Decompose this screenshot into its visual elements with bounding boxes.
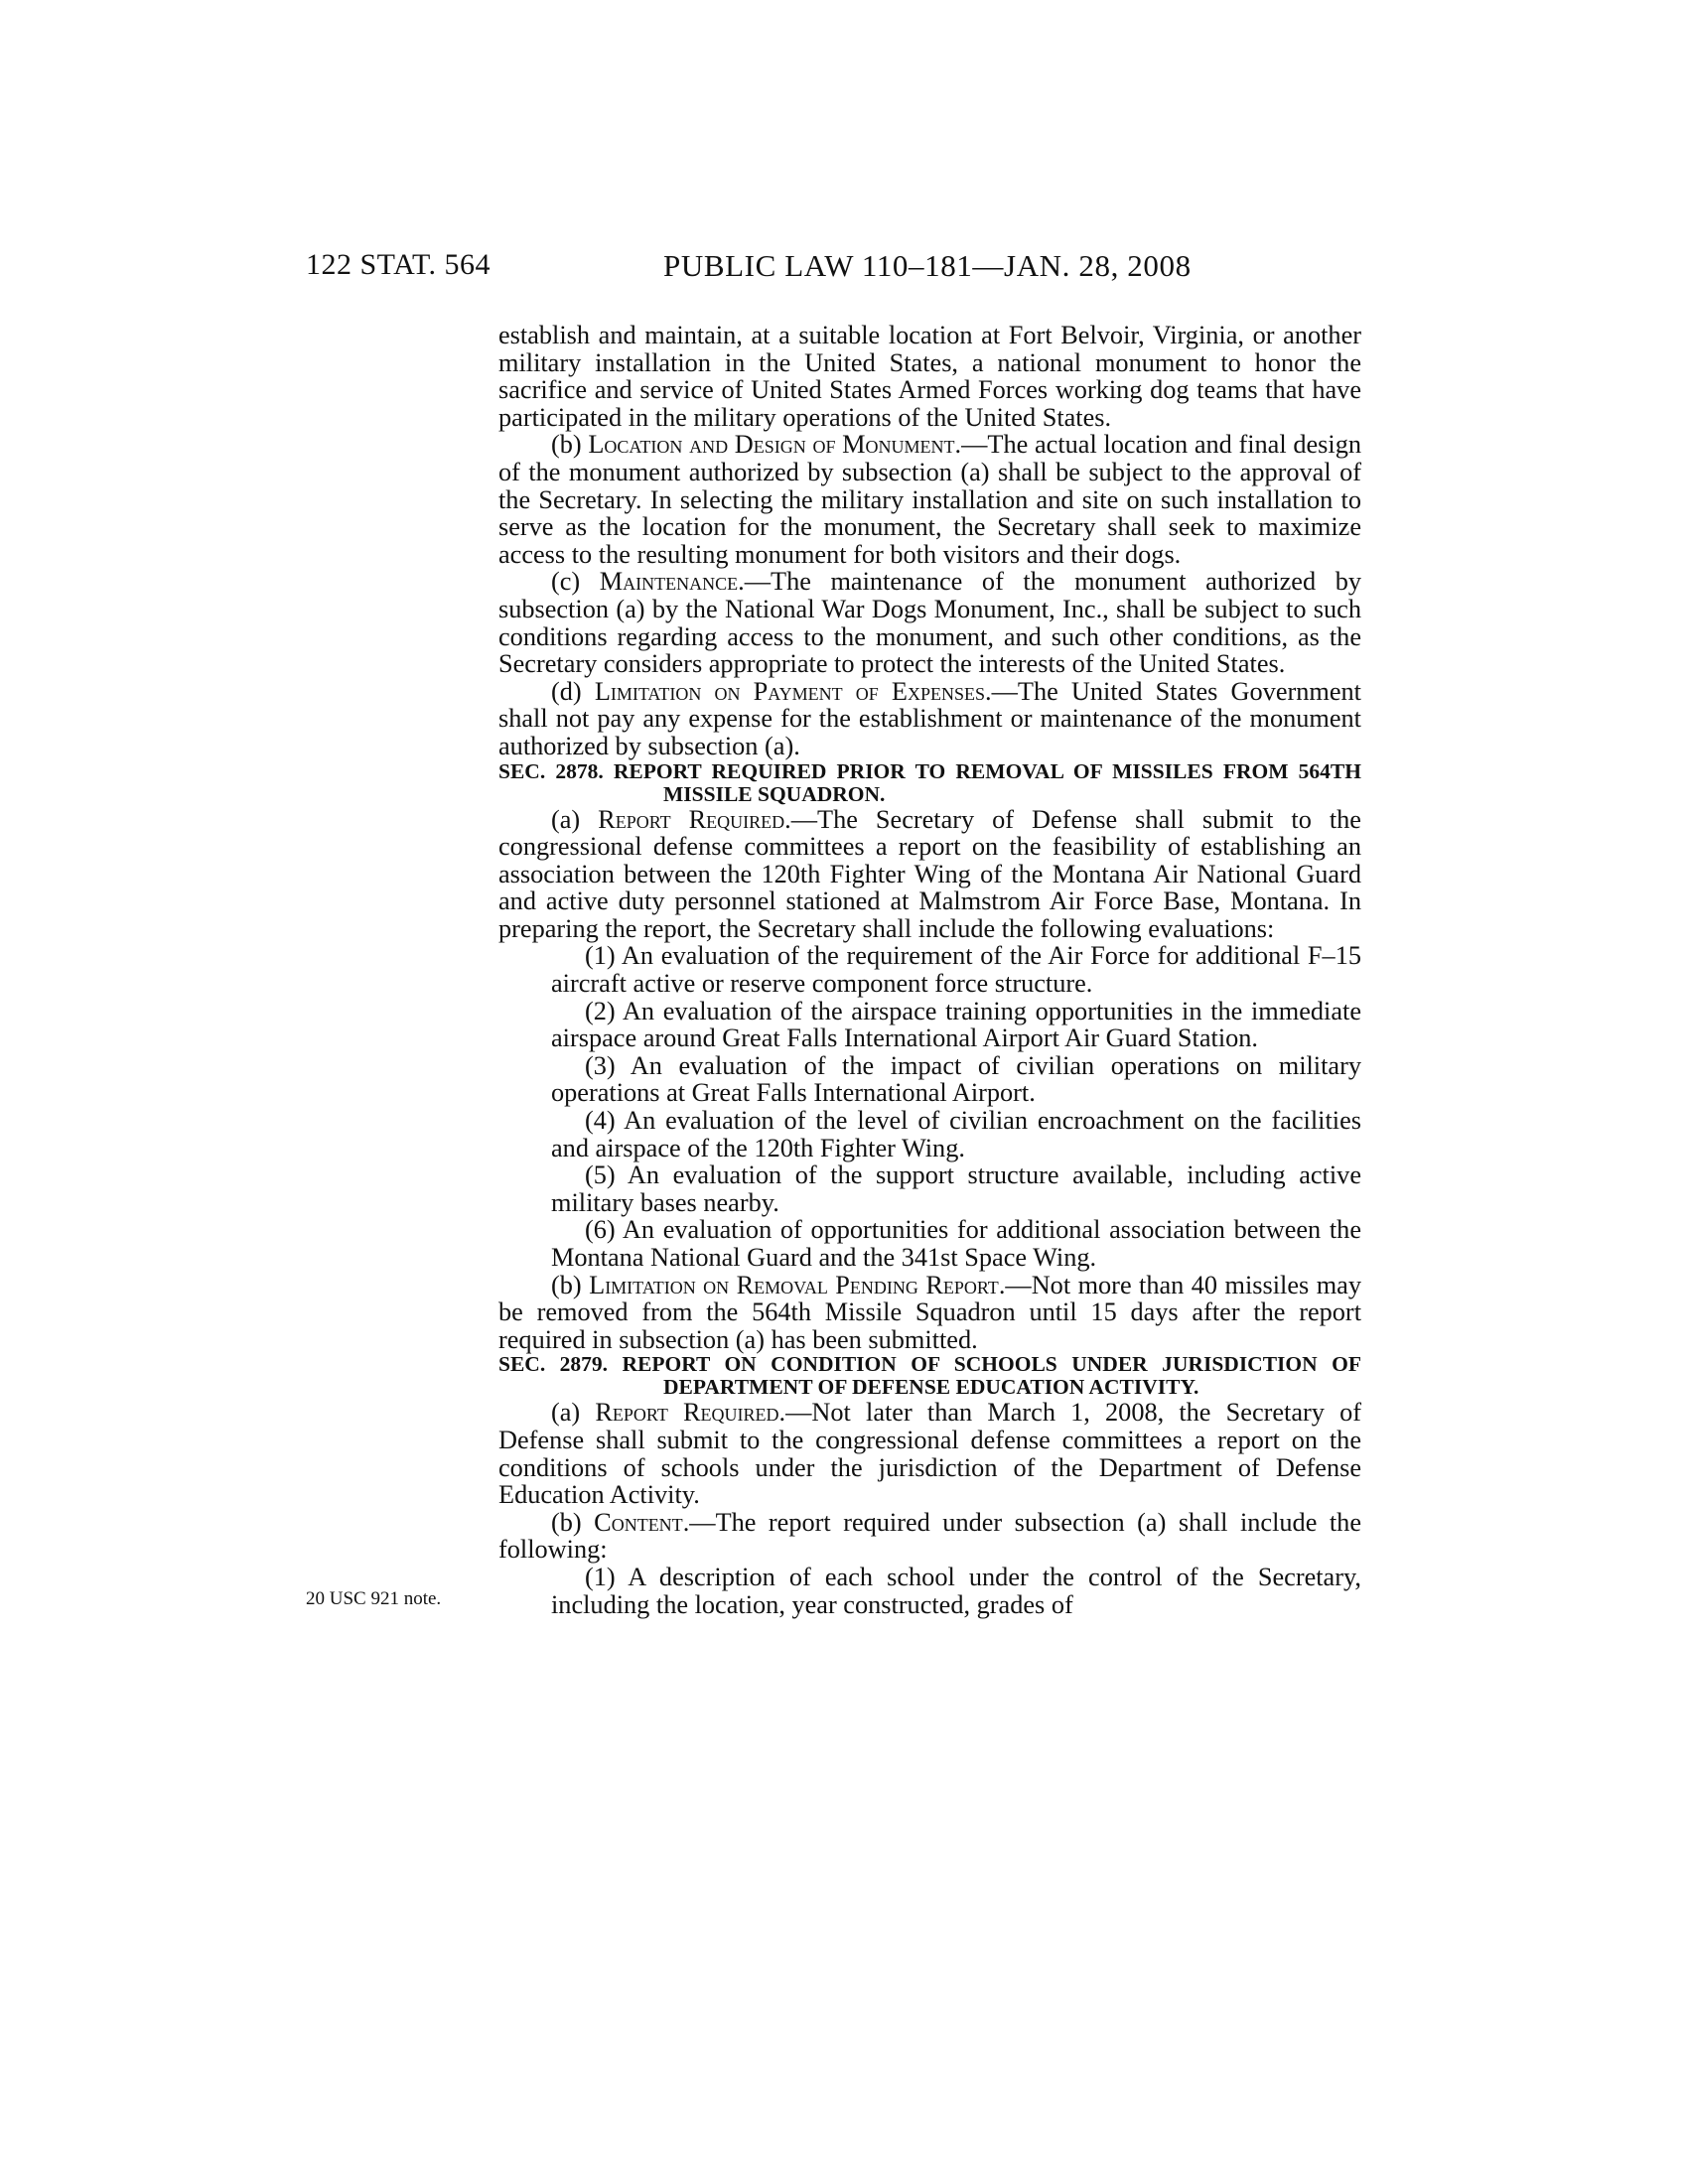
subsection-heading: Limitation on Removal Pending Report xyxy=(589,1270,999,1299)
subsection-c: (c) Maintenance.—The maintenance of the monument authorized by subsection (a) by the National War Dogs Monument, Inc., shall be subject to such conditions regarding access to the monument, and such other conditions, as the Secretary considers appropriate to protect the interests of the United States. xyxy=(498,567,1361,679)
stat-page-number: 122 STAT. 564 xyxy=(306,248,492,281)
evaluation-item: (4) An evaluation of the level of civilian encroachment on the facilities and airspace of the 120th Fighter Wing. xyxy=(551,1106,1361,1162)
subsection-text: The report required under subsection (a) shall include the following: xyxy=(498,1507,1361,1565)
subsection-text: The United States Government shall not pay any expense for the establishment or maintenance of the monument authorized by subsection (a). xyxy=(498,676,1361,760)
subsection-d: (d) Limitation on Payment of Expenses.—The United States Government shall not pay any expense for the establishment or maintenance of the monument authorized by subsection (a). xyxy=(498,676,1361,760)
subsection-label: (c) xyxy=(551,567,581,597)
subsection-heading: Maintenance xyxy=(599,567,739,597)
public-law-title: PUBLIC LAW 110–181—JAN. 28, 2008 xyxy=(663,248,1192,283)
section-2878-subsection-b: (b) Limitation on Removal Pending Report.—Not more than 40 missiles may be removed from the 564th Missile Squadron until 15 days after the report required in subsection (a) has been submitted. xyxy=(498,1270,1361,1354)
section-2878-subsection-a: (a) Report Required.—The Secretary of Defense shall submit to the congressional defense committees a report on the feasibility of establishing an association between the 120th Fighter Wing of the Montana Air National Guard and active duty personnel stationed at Malmstrom Air Force Base, Montana. In preparing the report, the Secretary shall include the following evaluations: xyxy=(498,804,1361,943)
evaluation-item: (3) An evaluation of the impact of civilian operations on military operations at Great Falls International Airport. xyxy=(551,1050,1361,1108)
subsection-heading: Content xyxy=(594,1507,683,1537)
section-2879-subsection-b: (b) Content.—The report required under subsection (a) shall include the following: xyxy=(498,1507,1361,1565)
subsection-text: Not later than March 1, 2008, the Secretary of Defense shall submit to the congressional defense committees a report on the conditions of schools under the jurisdiction of the Department of Defense Education Activity. xyxy=(498,1398,1361,1510)
subsection-label: (b) xyxy=(551,1270,582,1299)
subsection-label: (b) xyxy=(551,430,582,460)
subsection-b: (b) Location and Design of Monument.—The actual location and final design of the monument authorized by subsection (a) shall be subject to the approval of the Secretary. In selecting the military installation and site on such installation to serve as the location for the monument, the Secretary shall seek to maximize access to the resulting monument for both visitors and their dogs. xyxy=(498,430,1361,569)
text-column xyxy=(498,322,1361,1618)
usc-margin-note: 20 USC 921 note. xyxy=(306,1588,442,1609)
content-item: (1) A description of each school under the control of the Secretary, including the location, year constructed, grades of xyxy=(551,1562,1361,1619)
subsection-text: The Secretary of Defense shall submit to the congressional defense committees a report on the feasibility of establishing an association between the 120th Fighter Wing of the Montana Air National Guard and active duty personnel stationed at Malmstrom Air Force Base, Montana. In preparing the report, the Secretary shall include the following evaluations: xyxy=(498,804,1361,943)
running-header xyxy=(0,248,1688,288)
section-2879-heading: SEC. 2879. REPORT ON CONDITION OF SCHOOLS UNDER JURISDICTION OF DEPARTMENT OF DEFENSE EDUCATION ACTIVITY. xyxy=(498,1352,1361,1400)
subsection-heading: Limitation on Payment of Expenses xyxy=(594,676,985,706)
evaluation-item: (6) An evaluation of opportunities for additional association between the Montana National Guard and the 341st Space Wing. xyxy=(551,1215,1361,1272)
subsection-heading: Location and Design of Monument xyxy=(588,430,955,460)
subsection-text: The maintenance of the monument authorized by subsection (a) by the National War Dogs Monument, Inc., shall be subject to such conditions regarding access to the monument, and such other conditions, as the Secretary considers appropriate to protect the interests of the United States. xyxy=(498,567,1361,679)
evaluation-item: (5) An evaluation of the support structure available, including active military bases nearby. xyxy=(551,1160,1361,1217)
paragraph-intro: establish and maintain, at a suitable location at Fort Belvoir, Virginia, or another military installation in the United States, a national monument to honor the sacrifice and service of United States Armed Forces working dog teams that have participated in the military operations of the United States. xyxy=(498,321,1361,432)
subsection-label: (d) xyxy=(551,676,582,706)
subsection-text: The actual location and final design of the monument authorized by subsection (a) shall be subject to the approval of the Secretary. In selecting the military installation and site on such installation to serve as the location for the monument, the Secretary shall seek to maximize access to the resulting monument for both visitors and their dogs. xyxy=(498,430,1361,569)
section-2879-subsection-a: (a) Report Required.—Not later than March 1, 2008, the Secretary of Defense shall submit to the congressional defense committees a report on the conditions of schools under the jurisdiction of the Department of Defense Education Activity. xyxy=(498,1398,1361,1510)
subsection-heading: Report Required xyxy=(595,1398,779,1428)
subsection-text: Not more than 40 missiles may be removed from the 564th Missile Squadron until 15 days after the report required in subsection (a) has been submitted. xyxy=(498,1270,1361,1354)
subsection-label: (a) xyxy=(551,1398,581,1428)
section-2878-heading: SEC. 2878. REPORT REQUIRED PRIOR TO REMOVAL OF MISSILES FROM 564TH MISSILE SQUADRON. xyxy=(498,758,1361,806)
evaluation-item: (1) An evaluation of the requirement of the Air Force for additional F–15 aircraft active or reserve component force structure. xyxy=(551,941,1361,999)
subsection-label: (a) xyxy=(551,804,581,834)
evaluation-item: (2) An evaluation of the airspace training opportunities in the immediate airspace around Great Falls International Airport Air Guard Station. xyxy=(551,996,1361,1053)
subsection-label: (b) xyxy=(551,1507,582,1537)
subsection-heading: Report Required xyxy=(598,804,785,834)
